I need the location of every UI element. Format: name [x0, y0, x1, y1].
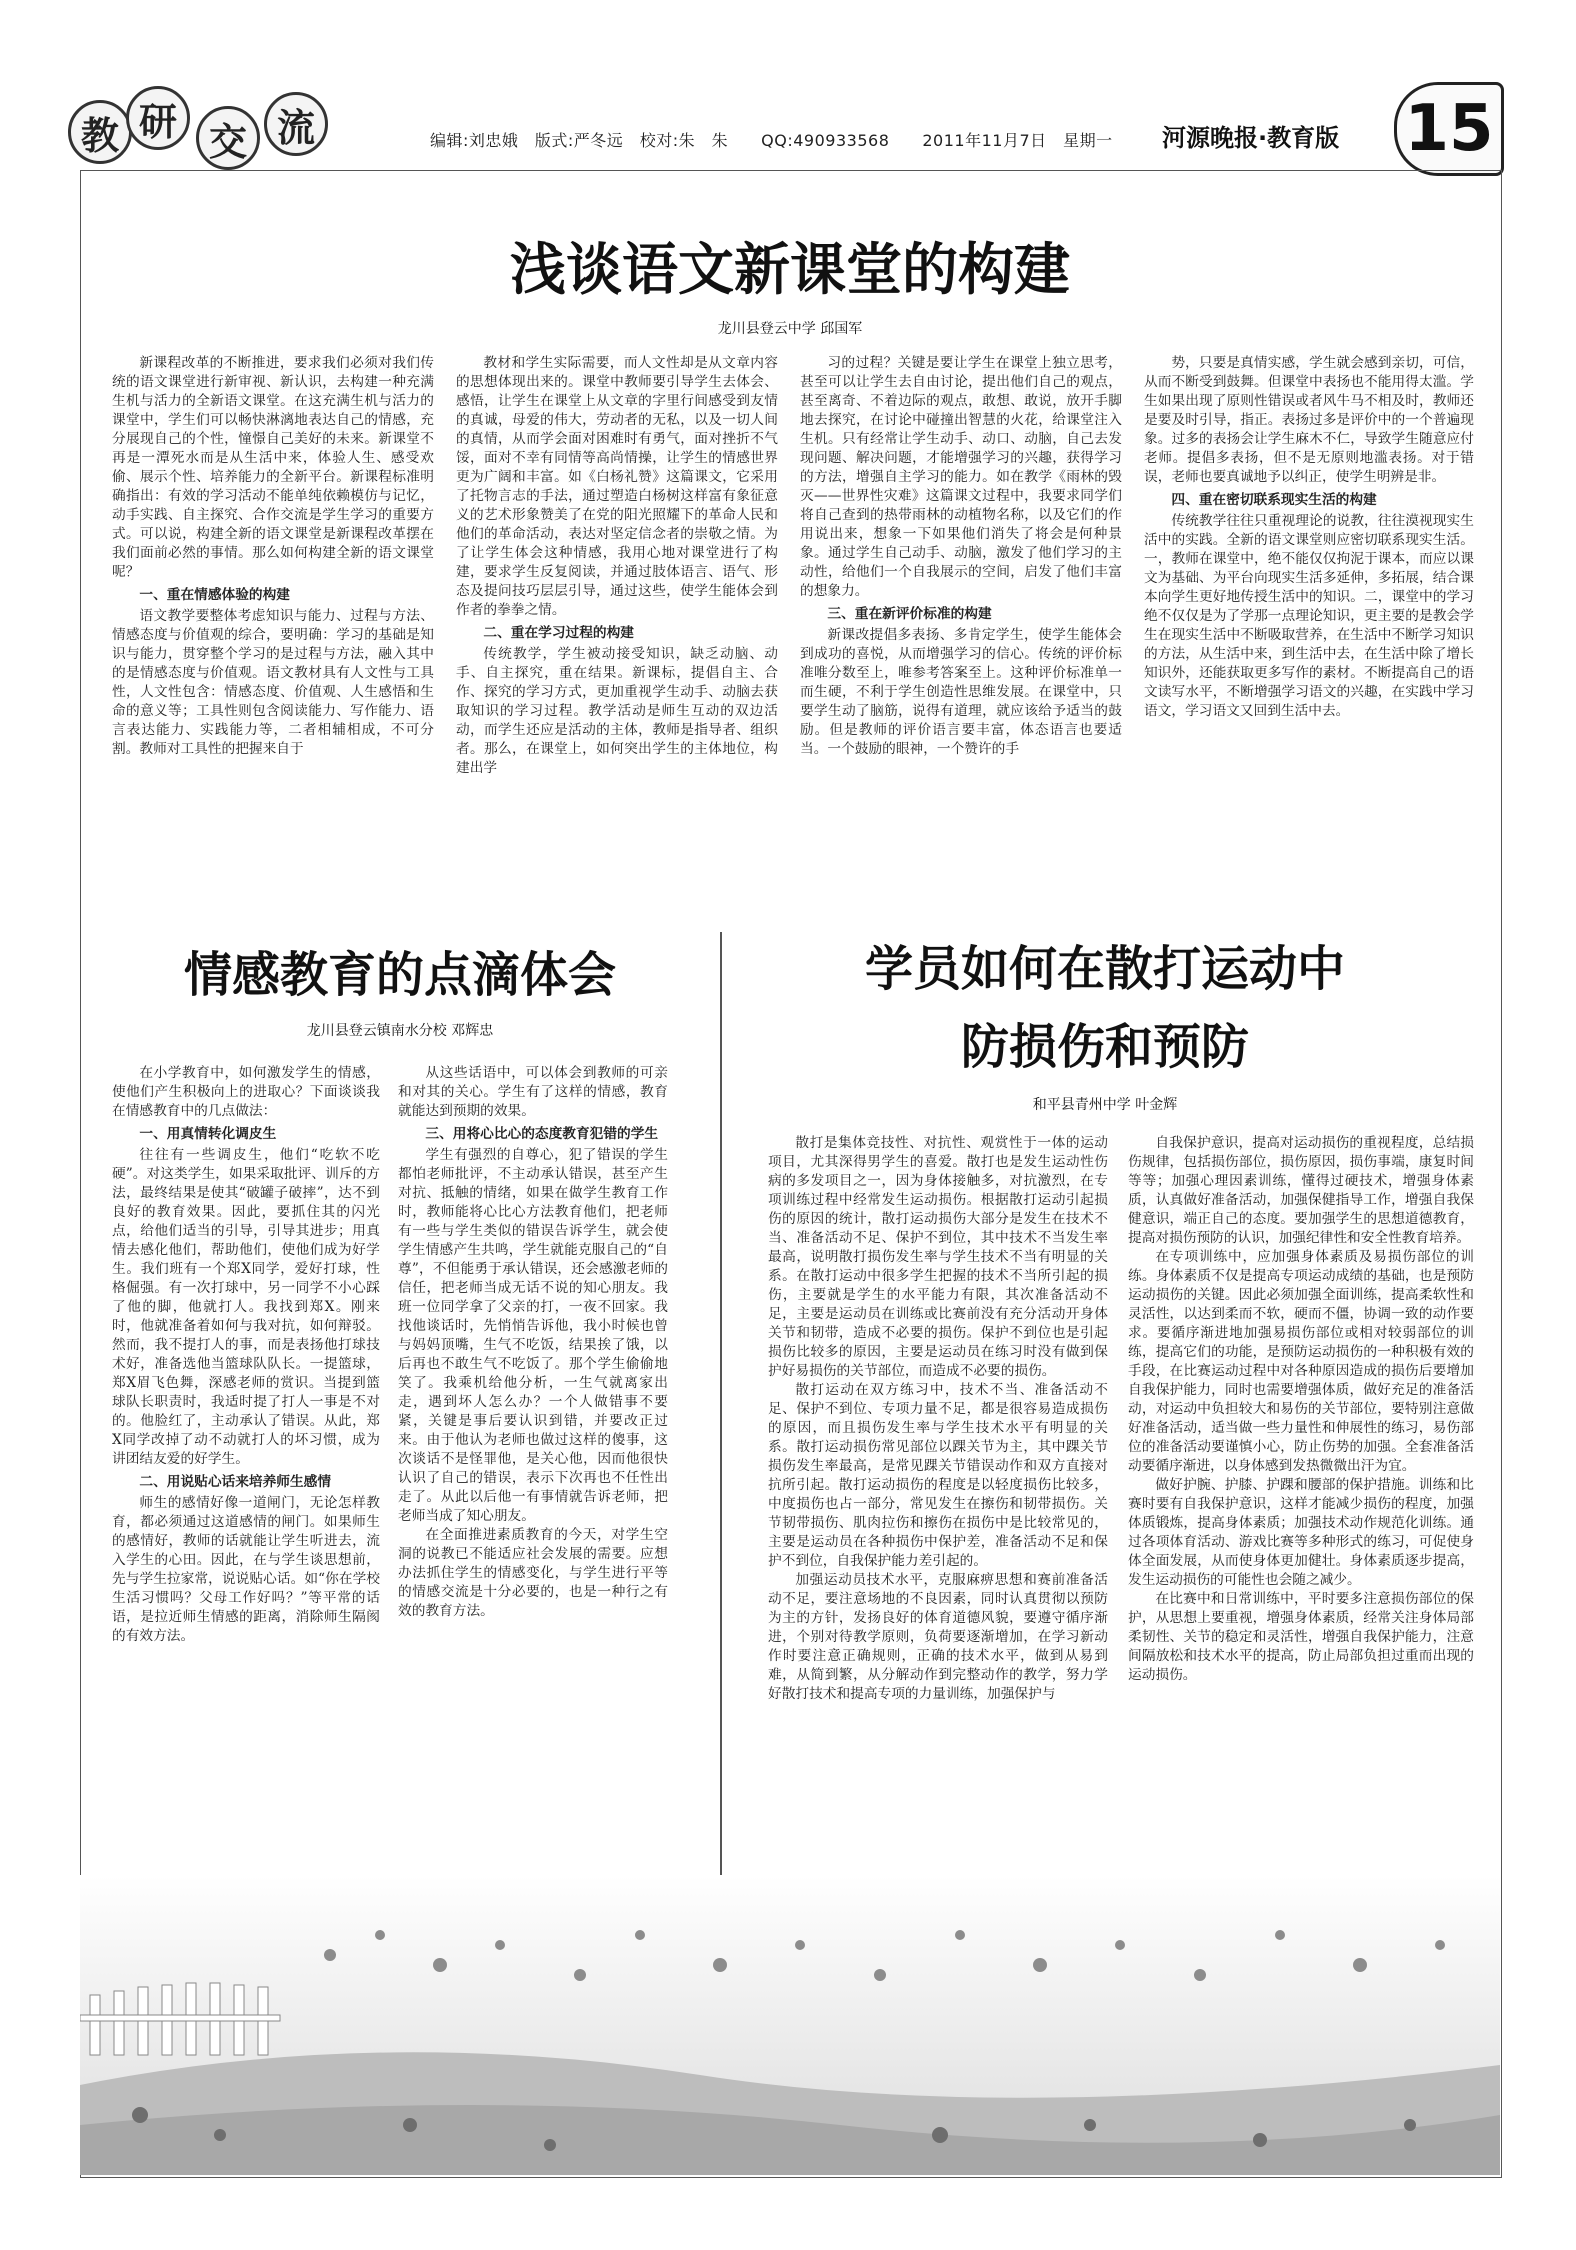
- article1-col1: [112, 354, 434, 884]
- paragraph: 新课程改革的不断推进，要求我们必须对我们传统的语文课堂进行新审视、新认识，去构建一种充满生机与活力的全新语文课堂。在这充满生机与活力的课堂中，学生们可以畅快淋漓地表达自己的情感，充分展现自己的个性，憧憬自己美好的未来。新课堂不再是一潭死水而是从生活中来，体验人生、感受欢偷、展示个性、培养能力的全新平台。新课程标准明确指出：有效的学习活动不能单纯依赖模仿与记忆，动手实践、自主探究、合作交流是学生学习的重要方式。可以说，构建全新的语文课堂是新课程改革摆在我们面前必然的事情。那么如何构建全新的语文课堂呢？: [112, 355, 434, 580]
- section-heading: 四、重在密切联系现实生活的构建: [1171, 492, 1377, 508]
- paper-name: 河源晚报·教育版: [1162, 124, 1340, 152]
- section-heading: 三、重在新评价标准的构建: [827, 606, 992, 622]
- article2-byline: 龙川县登云镇南水分校 邓辉忠: [306, 1023, 494, 1039]
- paragraph: 势，只要是真情实感，学生就会感到亲切，可信，从而不断受到鼓舞。但课堂中表扬也不能用得太滥。学生如果出现了原则性错误或者风牛马不相及时，教师还是要及时引导，指正。表扬过多是评价中的一个普遍现象。过多的表扬会让学生麻木不仁，导致学生随意应付老师。提倡多表扬，但不是无原则地滥表扬。对于错误，老师也要真诚地予以纠正，使学生明辨是非。: [1144, 355, 1474, 485]
- paragraph: 师生的感情好像一道闸门，无论怎样教育，都必须通过这道感情的闸门。如果师生的感情好，教师的话就能让学生听进去，流入学生的心田。因此，在与学生谈思想前，先与学生拉家常，说说贴心话。如“你在学校生活习惯吗？父母工作好吗？”等平常的话语，是拉近师生情感的距离，消除师生隔阂的有效方法。: [112, 1495, 380, 1644]
- section-heading: 二、重在学习过程的构建: [483, 625, 634, 641]
- article1-title: 浅谈语文新课堂的构建: [510, 238, 1070, 303]
- article3-byline: 和平县青州中学 叶金辉: [1032, 1097, 1178, 1113]
- paragraph: 在全面推进素质教育的今天，对学生空洞的说教已不能适应社会发展的需要。应想办法抓住学生的情感变化，与学生进行平等的情感交流是十分必要的，也是一种行之有效的教育方法。: [398, 1527, 668, 1619]
- paragraph: 传统教学往往只重视理论的说教，往往漠视现实生活中的实践。全新的语文课堂则应密切联系现实生活。一，教师在课堂中，绝不能仅仅拘泥于课本，而应以课文为基础、为平台向现实生活多延伸，多拓展，结合课本向学生更好地传授生活中的知识。二，课堂中的学习绝不仅仅是为了学那一点理论知识，更主要的是教会学生在现实生活中不断吸取营养，在生活中不断学习知识的方法，从生活中来，到生活中去，在生活中除了增长知识外，还能获取更多写作的素材。不断提高自己的语文读写水平，不断增强学习语文的兴趣，在实践中学习语文，学习语文又回到生活中去。: [1144, 513, 1474, 719]
- article1-col3: [800, 354, 1122, 884]
- decorative-flower-garden-image: [80, 1875, 1500, 2175]
- paragraph: 往往有一些调皮生，他们“吃软不吃硬”。对这类学生，如果采取批评、训斥的方法，最终结果是使其“破罐子破摔”，达不到良好的教育效果。因此，要抓住其的闪光点，给他们适当的引导，引导其进步；用真情去感化他们，帮助他们，使他们成为好学生。我们班有一个郑X同学，爱好打球，性格倔强。有一次打球中，另一同学不小心踩了他的脚，他就打人。我找到郑X。刚来时，他就准备着如何与我对抗，如何辩驳。然而，我不提打人的事，而是表扬他打球技术好，准备选他当篮球队队长。一提篮球，郑X眉飞色舞，深感老师的赏识。当提到篮球队长职责时，我适时提了打人一事是不对的。他脸红了，主动承认了错误。从此，郑X同学改掉了动不动就打人的坏习惯，成为讲团结友爱的好学生。: [112, 1147, 380, 1467]
- paragraph: 在小学教育中，如何激发学生的情感，使他们产生积极向上的进取心？下面谈谈我在情感教育中的几点做法：: [112, 1065, 380, 1119]
- section-char-1: 教: [68, 100, 132, 164]
- paragraph: 加强运动员技术水平，克服麻痹思想和赛前准备活动不足，要注意场地的不良因素，同时认真贯彻以预防为主的方针，发扬良好的体育道德风貌，要遵守循序渐进，个别对待教学原则，负荷要逐渐增加，在学习新动作时要注意正确规则，正确的技术水平，做到从易到难，从简到繁，从分解动作到完整动作的教学，努力学好散打技术和提高专项的力量训练，加强保护与: [768, 1572, 1108, 1702]
- paragraph: 从这些话语中，可以体会到教师的可亲和对其的关心。学生有了这样的情感，教育就能达到预期的效果。: [398, 1065, 668, 1119]
- article2-title: 情感教育的点滴体会: [183, 947, 616, 1003]
- paragraph: 散打是集体竞技性、对抗性、观赏性于一体的运动项目，尤其深得男学生的喜爱。散打也是发生运动性伤病的多发项目之一，因为身体接触多，对抗激烈，在专项训练过程中经常发生运动损伤。根据散打运动引起损伤的原因的统计，散打运动损伤大部分是发生在技术不当、准备活动不足、保护不到位，其中技术不当发生率最高，说明散打损伤发生率与学生技术不当有明显的关系。在散打运动中很多学生把握的技术不当所引起的损伤，主要就是学生的水平能力有限，其次准备活动不足，主要是运动员在训练或比赛前没有充分活动开身体关节和韧带，造成不必要的损伤。保护不到位也是引起损伤比较多的原因，主要是运动员在练习时没有做到保护好易损伤的关节部位，而造成不必要的损伤。: [768, 1135, 1108, 1379]
- paragraph: 传统教学，学生被动接受知识，缺乏动脑、动手、自主探究，重在结果。新课标，提倡自主、合作、探究的学习方式，更加重视学生动手、动脑去获取知识的学习过程。教学活动是师生互动的双边活动，而学生还应是活动的主体，教师是指导者、组织者。那么，在课堂上，如何突出学生的主体地位，构建出学: [456, 646, 778, 776]
- paragraph: 在比赛中和日常训练中，平时要多注意损伤部位的保护，从思想上要重视，增强身体素质，经常关注身体局部柔韧性、关节的稳定和灵活性，增强自我保护能力，注意间隔放松和技术水平的提高，防止局部负担过重而出现的运动损伤。: [1128, 1591, 1474, 1683]
- paragraph: 教材和学生实际需要，而人文性却是从文章内容的思想体现出来的。课堂中教师要引导学生去体会、感悟，让学生在课堂上从文章的字里行间感受到友情的真诚，母爱的伟大，劳动者的无私，以及一切人间的真情，从而学会面对困难时有勇气，面对挫折不气馁，面对不幸有同情等高尚情操，让学生的情感世界更为广阔和丰富。如《白杨礼赞》这篇课文，它采用了托物言志的手法，通过塑造白杨树这样富有象征意义的艺术形象赞美了在党的阳光照耀下的革命人民和他们的革命活动，表达对坚定信念者的崇敬之情。为了让学生体会这种情感，我用心地对课堂进行了构建，要求学生反复阅读，并通过肢体语言、语气、形态及提问技巧层层引导，通过这些，使学生能体会到作者的拳拳之情。: [456, 355, 778, 618]
- header-info: 编辑:刘忠娥 版式:严冬远 校对:朱 朱 QQ:490933568 2011年11月7日 星期一: [430, 131, 1113, 150]
- article2-col1: [112, 1064, 380, 1864]
- paragraph: 语文教学要整体考虑知识与能力、过程与方法、情感态度与价值观的综合，要明确：学习的基础是知识与能力，贯穿整个学习的是过程与方法，融入其中的是情感态度与价值观。语文教材具有人文性与工具性，人文性包含：情感态度、价值观、人生感悟和生命的意义等；工具性则包含阅读能力、写作能力、语言表达能力、实践能力等，二者相辅相成，不可分割。教师对工具性的把握来自于: [112, 608, 434, 757]
- paragraph: 散打运动在双方练习中，技术不当、准备活动不足、保护不到位、专项力量不足，都是很容易造成损伤的原因，而且损伤发生率与学生技术水平有明显的关系。散打运动损伤常见部位以踝关节为主，其中踝关节损伤发生率最高，是常见踝关节错误动作和双方直接对抗所引起。散打运动损伤的程度是以轻度损伤比较多，中度损伤也占一部分，常见发生在擦伤和韧带损伤。关节韧带损伤、肌肉拉伤和擦伤在损伤中是比较常见的，主要是运动员在各种损伤中保护差，准备活动不足和保护不到位，自我保护能力差引起的。: [768, 1382, 1108, 1569]
- paragraph: 自我保护意识，提高对运动损伤的重视程度，总结损伤规律，包括损伤部位，损伤原因，损伤事端，康复时间等等；加强心理因素训练，懂得过硬技术，增强身体素质，认真做好准备活动，加强保健指导工作，增强自我保健意识，端正自己的态度。要加强学生的思想道德教育，提高对损伤预防的认识，加强纪律性和安全性教育培养。: [1128, 1135, 1474, 1246]
- paragraph: 做好护腕、护膝、护踝和腰部的保护措施。训练和比赛时要有自我保护意识，这样才能减少损伤的程度，加强体质锻炼，提高身体素质；加强技术动作规范化训练。通过各项体育活动、游戏比赛等多种形式的练习，可促使身体全面发展，从而使身体更加健壮。身体素质逐步提高，发生运动损伤的可能性也会随之减少。: [1128, 1477, 1474, 1588]
- article2-col2: [398, 1064, 668, 1864]
- paragraph: 习的过程？关键是要让学生在课堂上独立思考，甚至可以让学生去自由讨论，提出他们自己的观点，甚至离奇、不着边际的观点，敢想、敢说，放开手脚地去探究，在讨论中碰撞出智慧的火花，给课堂注入生机。只有经常让学生动手、动口、动脑，自己去发现问题、解决问题，才能增强学习的兴趣，获得学习的方法，增强自主学习的能力。如在教学《雨林的毁灭——世界性灾难》这篇课文过程中，我要求同学们将自己查到的热带雨林的动植物名称，以及它们的作用说出来，想象一下如果他们消失了将会是何种景象。通过学生自己动手、动脑，激发了他们学习的主动性，给他们一个自我展示的空间，启发了他们丰富的想象力。: [800, 355, 1122, 599]
- paragraph: 在专项训练中，应加强身体素质及易损伤部位的训练。身体素质不仅是提高专项运动成绩的基础，也是预防运动损伤的关键。因此必须加强全面训练，提高柔软性和灵活性，以达到柔而不软，硬而不僵，协调一致的动作要求。要循序渐进地加强易损伤部位或相对较弱部位的训练，提高它们的功能，是预防运动损伤的一种积极有效的手段，在比赛运动过程中对各种原因造成的损伤后要增加自我保护能力，同时也需要增强体质，做好充足的准备活动，对运动中负担较大和易伤的关节部位，要特别注意做好准备活动，适当做一些力量性和伸展性的练习，易伤部位的准备活动要谨慎小心，防止伤势的加强。全套准备活动要循序渐进，以身体感到发热微微出汗为宜。: [1128, 1249, 1474, 1474]
- section-heading: 一、重在情感体验的构建: [139, 587, 290, 603]
- article3-title-line1: 学员如何在散打运动中: [864, 941, 1345, 997]
- section-char-2: 研: [126, 86, 190, 150]
- section-char-3: 交: [196, 106, 260, 170]
- article3-col2: [1128, 1134, 1474, 1864]
- article1-col4: [1144, 354, 1474, 884]
- article1-col2: [456, 354, 778, 884]
- article1-byline: 龙川县登云中学 邱国军: [717, 321, 863, 337]
- article3-title-line2: 防损伤和预防: [960, 1019, 1249, 1075]
- section-char-4: 流: [264, 92, 328, 156]
- article3-col1: [768, 1134, 1108, 1864]
- section-logo: [68, 86, 348, 166]
- page-number: 15: [1394, 82, 1504, 176]
- paragraph: 新课改提倡多表扬、多肯定学生，使学生能体会到成功的喜悦，从而增强学习的信心。传统的评价标准唯分数至上，唯参考答案至上。这种评价标准单一而生硬，不利于学生创造性思维发展。在课堂中，只要学生动了脑筋，说得有道理，就应该给予适当的鼓励。但是教师的评价语言要丰富，体态语言也要适当。一个鼓励的眼神，一个赞许的手: [800, 627, 1122, 757]
- section-heading: 一、用真情转化调皮生: [139, 1126, 277, 1142]
- section-heading: 二、用说贴心话来培养师生感情: [139, 1474, 332, 1490]
- paragraph: 学生有强烈的自尊心，犯了错误的学生都怕老师批评，不主动承认错误，甚至产生对抗、抵触的情绪，如果在做学生教育工作时，教师能将心比心方法教育他们，把老师有一些与学生类似的错误告诉学生，就会使学生情感产生共鸣，学生就能克服自己的“自尊”，不但能勇于承认错误，还会感激老师的信任，把老师当成无话不说的知心朋友。我班一位同学拿了父亲的打，一夜不回家。我找他谈话时，先悄悄告诉他，我小时候也曾与妈妈顶嘴，生气不吃饭，结果挨了饿，以后再也不敢生气不吃饭了。那个学生偷偷地笑了。我乘机给他分析，一生气就离家出走，遇到坏人怎么办？一个人做错事不要紧，关键是事后要认识到错，并要改正过来。由于他认为老师也做过这样的傻事，这次谈话不是怪罪他，是关心他，因而他很快认识了自己的错误，表示下次再也不任性出走了。从此以后他一有事情就告诉老师，把老师当成了知心朋友。: [398, 1147, 668, 1524]
- section-heading: 三、用将心比心的态度教育犯错的学生: [425, 1126, 659, 1142]
